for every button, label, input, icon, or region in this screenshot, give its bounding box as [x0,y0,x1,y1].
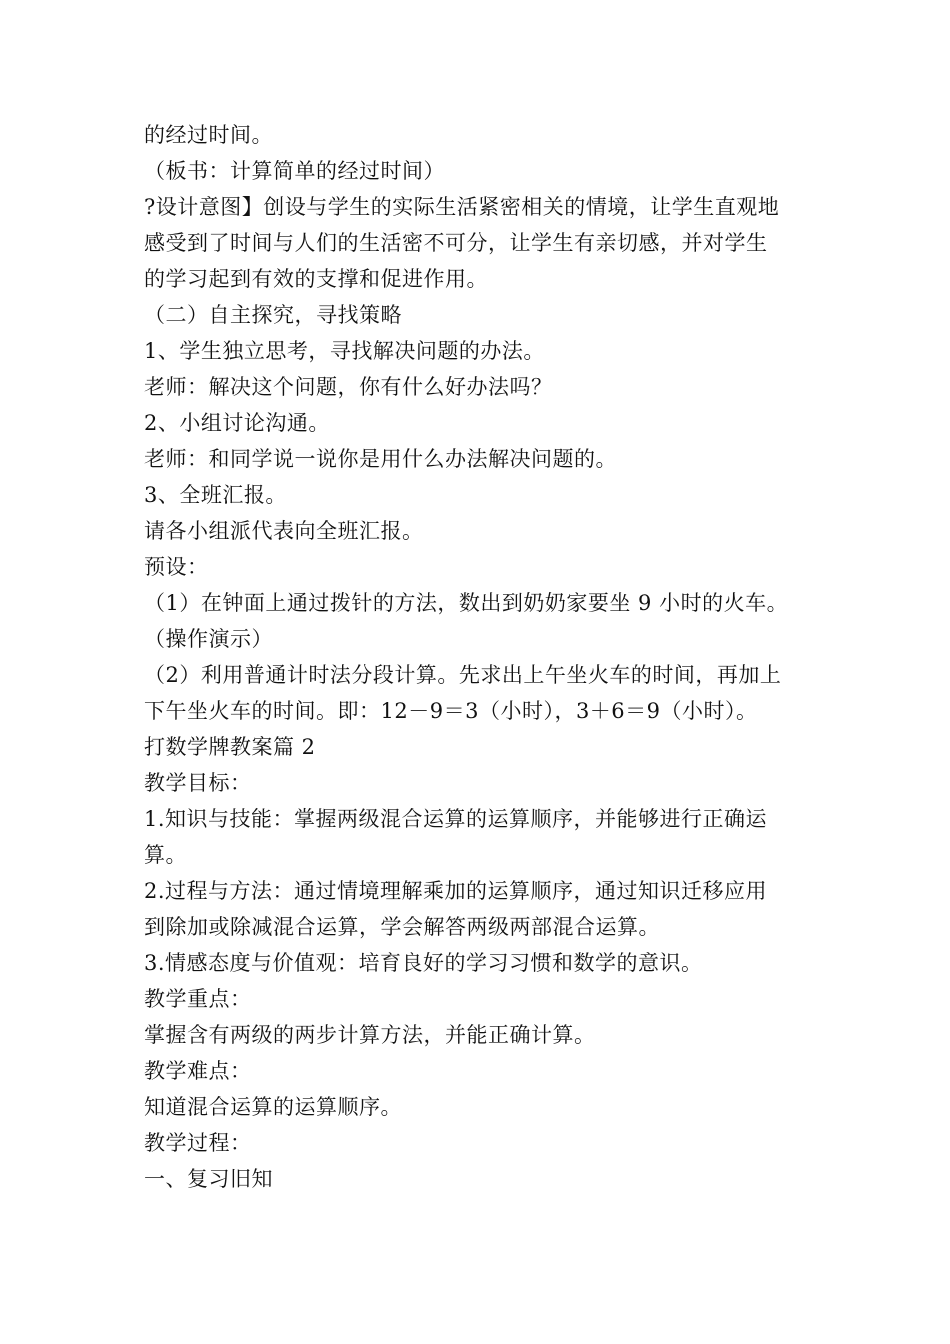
text-line: 预设： [144,555,209,579]
text-line: ?设计意图】创设与学生的实际生活紧密相关的情境，让学生直观地 [144,195,780,219]
text-line: 知道混合运算的运算顺序。 [144,1095,402,1119]
text-line: （2）利用普通计时法分段计算。先求出上午坐火车的时间，再加上 [144,663,782,687]
section-heading: 教学过程： [144,1131,252,1155]
text-line: 3、全班汇报。 [144,483,287,507]
text-line: 老师：和同学说一说你是用什么办法解决问题的。 [144,447,617,471]
text-line: 2、小组讨论沟通。 [144,411,330,435]
text-line: （板书：计算简单的经过时间） [144,159,445,183]
section-heading: 教学难点： [144,1059,252,1083]
section-heading: 教学目标： [144,771,252,795]
text-line: 的经过时间。 [144,123,273,147]
text-line: 的学习起到有效的支撑和促进作用。 [144,267,488,291]
text-line: 算。 [144,843,187,867]
section-heading: 教学重点： [144,987,252,1011]
text-line: 3.情感态度与价值观：培育良好的学习习惯和数学的意识。 [144,951,703,975]
text-line: 2.过程与方法：通过情境理解乘加的运算顺序，通过知识迁移应用 [144,879,768,903]
text-line: 老师：解决这个问题，你有什么好办法吗？ [144,375,553,399]
text-line: 请各小组派代表向全班汇报。 [144,519,424,543]
text-line: 1、学生独立思考，寻找解决问题的办法。 [144,339,545,363]
text-line: 掌握含有两级的两步计算方法，并能正确计算。 [144,1023,596,1047]
text-line: （操作演示） [144,627,273,651]
text-line: 感受到了时间与人们的生活密不可分，让学生有亲切感，并对学生 [144,231,768,255]
text-line: 到除加或除减混合运算，学会解答两级两部混合运算。 [144,915,660,939]
section-title: 打数学牌教案篇 2 [144,735,316,759]
text-line: （1）在钟面上通过拨针的方法，数出到奶奶家要坐 9 小时的火车。 [144,591,789,615]
text-line: 下午坐火车的时间。即：12－9＝3（小时），3＋6＝9（小时）。 [144,699,758,723]
document-body [144,117,814,1197]
text-line: 1.知识与技能：掌握两级混合运算的运算顺序，并能够进行正确运 [144,807,768,831]
section-heading: 一、复习旧知 [144,1167,273,1191]
section-heading: （二）自主探究，寻找策略 [144,303,402,327]
